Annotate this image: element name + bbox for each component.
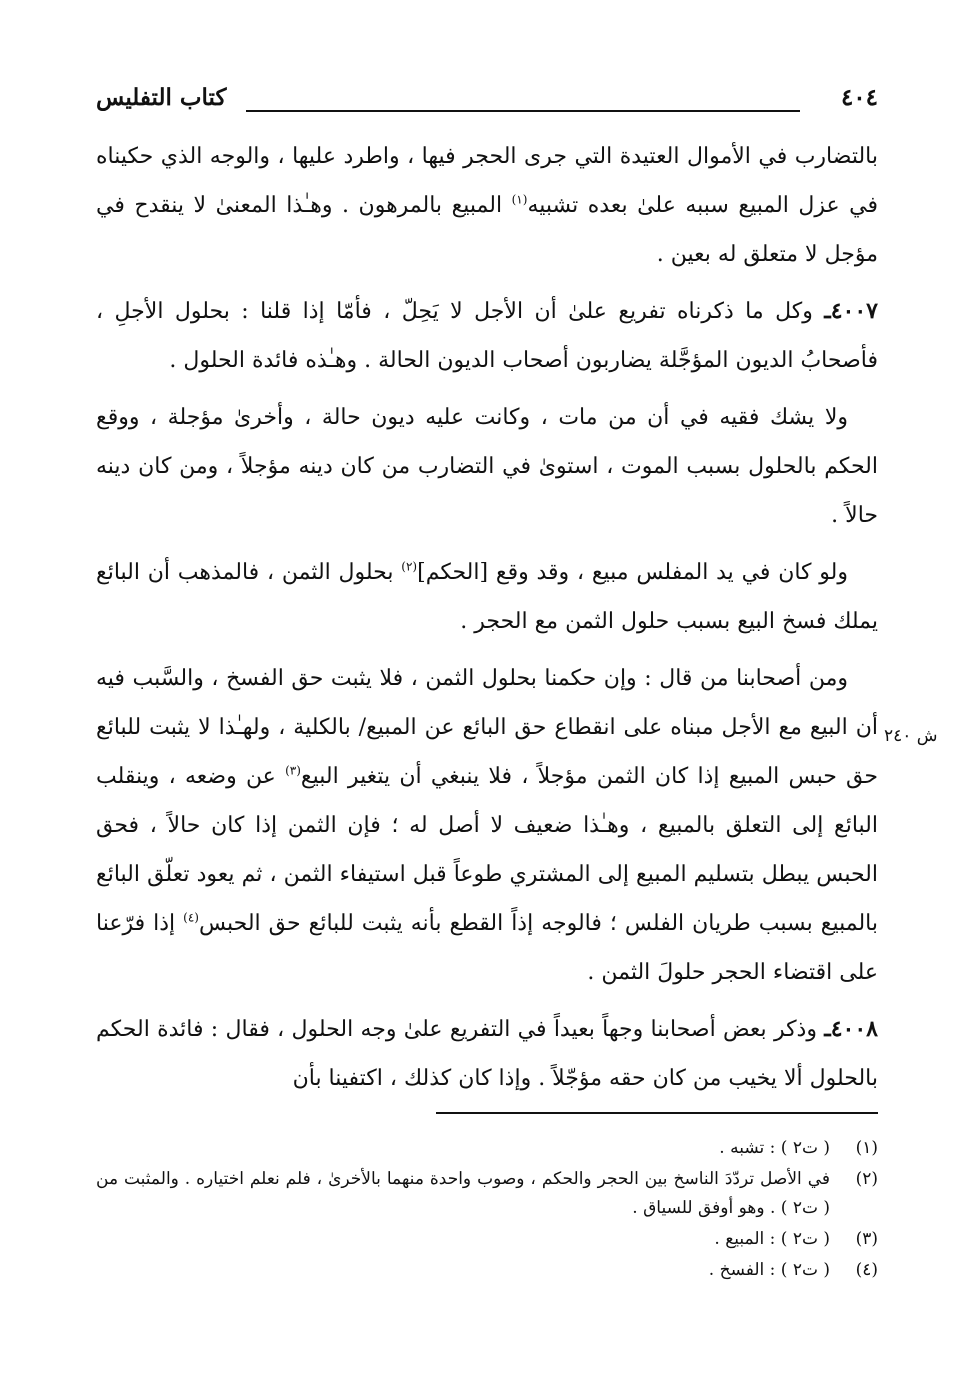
main-text [96,132,878,1111]
paragraph-text: ومن أصحابنا من قال : وإن حكمنا بحلول الثمن ، فلا يثبت حق الفسخ ، والسَّبب فيه أن البيع مع الأجل مبناه على انقطاع حق البائع عن المبيع/ بالكلية ، ولهـٰذا لا يثبت للبائع حق حبس المبيع إذا كان الثمن مؤجلاً ، فلا ينبغي أن يتغير البيع [96,666,879,789]
paragraph-text: بحلول الثمن ، فالمذهب أن البائع يملك فسخ البيع بسبب حلول الثمن مع الحجر . [96,560,878,634]
footnote-rule [436,1112,878,1114]
footnote [96,1165,878,1223]
paragraph-1 [96,132,878,279]
footnote-ref-1: (١) [511,192,528,207]
footnote-ref-4: (٤) [183,910,199,925]
footnote [96,1225,878,1254]
footnote-number: (١) [855,1138,878,1158]
paragraph-text: بالتضارب في الأموال العتيدة التي جرى الحجر فيها ، واطرد عليها ، والوجه الذي حكيناه في عزل المبيع سببه علىٰ بعده تشبيه [96,144,879,218]
paragraph-text: إذا فرّعنا على اقتضاء الحجر حلولَ الثمن . [96,911,878,985]
margin-note: ش ٢٤٠ [884,726,938,746]
footnote-number: (٤) [855,1260,878,1280]
paragraph-4007 [96,287,878,385]
page-header [96,84,878,124]
paragraph-text: عن وضعه ، وينقلب البائع إلى التعلق بالمبيع ، وهـٰذا ضعيف لا أصل له ؛ فإن الثمن إذا كان حالاً ، فحق الحبس يبطل بتسليم المبيع إلى المشتري طوعاً قبل استيفاء الثمن ، ثم يعود تعلّق البائع بالمبيع بسبب طريان الفلس ؛ فالوجه إذاً القطع بأنه يثبت للبائع حق الحبس [96,764,878,936]
footnote [96,1134,878,1163]
paragraph-4 [96,548,878,646]
footnotes [96,1134,878,1287]
paragraph-text: ولا يشك فقيه في أن من مات ، وكانت عليه ديون حالة ، وأخرىٰ مؤجلة ، ووقع الحكم بالحلول بسبب الموت ، استوىٰ في التضارب من كان دينه مؤجلاً ، ومن كان دينه حالاً . [96,405,878,528]
page-number: ٤٠٤ [840,84,878,111]
footnote-ref-3: (٣) [285,763,301,778]
paragraph-number: ٤٠٠٨ـ [824,1016,878,1042]
paragraph-3 [96,393,878,540]
footnote-number: (٣) [855,1229,878,1249]
paragraph-number: ٤٠٠٧ـ [824,298,878,324]
footnote-text: ( ت٢ ) : تشبه . [719,1138,830,1158]
footnote [96,1256,878,1285]
paragraph-text: وذكر بعض أصحابنا وجهاً بعيداً في التفريع علىٰ وجه الحلول ، فقال : فائدة الحكم بالحلول ألا يخيب من كان حقه مؤجّلاً . وإذا كان كذلك ، اكتفينا بأن [96,1017,878,1091]
paragraph-text: وكل ما ذكرناه تفريع علىٰ أن الأجل لا يَحِلّ ، فأمّا إذا قلنا : بحلول الأجلِ ، فأصحابُ الديون المؤجَّلة يضاربون أصحاب الديون الحالة . وهـٰذه فائدة الحلول . [96,299,878,373]
footnote-text: في الأصل تردّدَ الناسخ بين الحجر والحكم ، وصوب واحدة منهما بالأخرىٰ ، فلم نعلم اختياره . والمثبت من ( ت٢ ) . وهو أوفق للسياق . [96,1169,830,1218]
paragraph-4008 [96,1005,878,1103]
paragraph-5 [96,654,878,997]
footnote-ref-2: (٢) [401,559,418,574]
header-rule [246,110,800,112]
paragraph-text: ولو كان في يد المفلس مبيع ، وقد وقع [الحكم] [417,560,848,585]
paragraph-text: المبيع بالمرهون . وهـٰذا المعنىٰ لا ينقدح في مؤجل لا متعلق له بعين . [96,193,878,267]
footnote-text: ( ت٢ ) : الفسخ . [708,1260,830,1280]
book-title: كتاب التفليس [96,84,227,111]
footnote-number: (٢) [855,1169,878,1189]
footnote-text: ( ت٢ ) : المبيع . [714,1229,830,1249]
